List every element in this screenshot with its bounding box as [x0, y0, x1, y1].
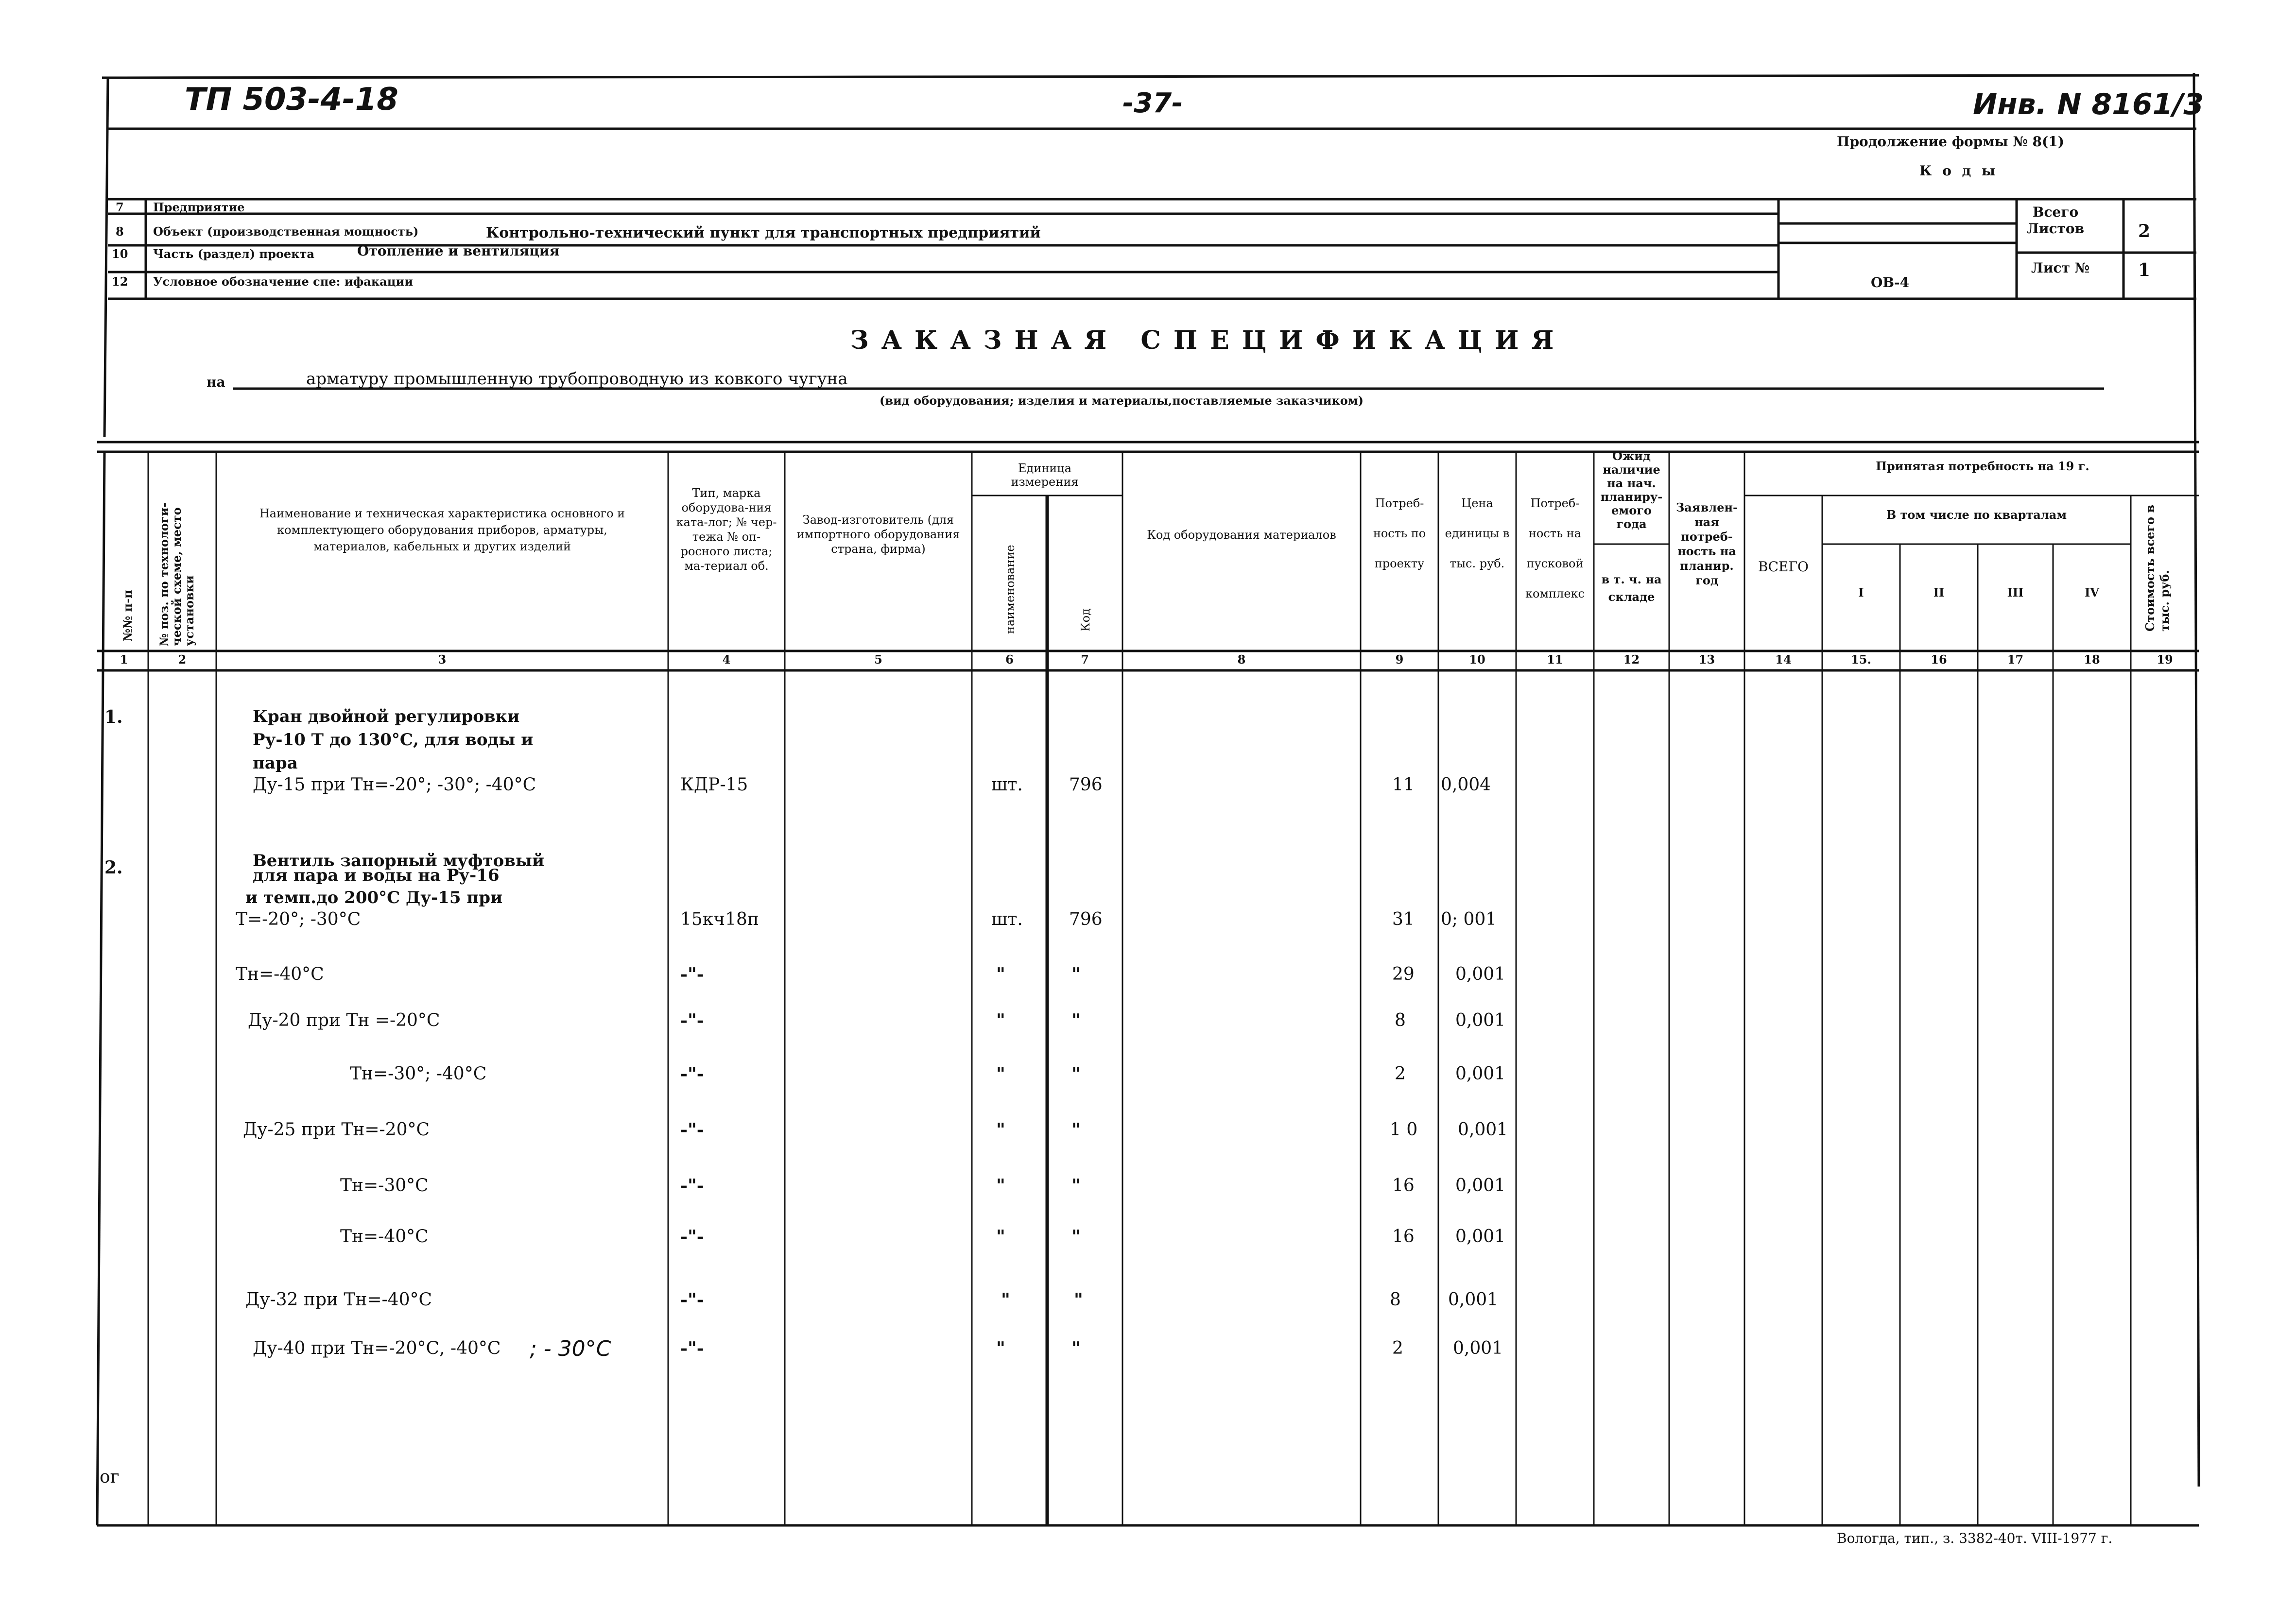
- row-handwritten-note: ; - 30°С: [530, 1336, 611, 1361]
- col-number: 17: [2007, 652, 2024, 667]
- row-price: 0,001: [1455, 1010, 1506, 1030]
- row-unit-code: ": [1071, 964, 1081, 985]
- row-quantity: 29: [1392, 964, 1415, 984]
- row-unit: ": [996, 1176, 1005, 1196]
- row-unit-code: ": [1071, 1064, 1081, 1084]
- accepted-header: Принятая потребность на 19 г.: [1876, 459, 2089, 473]
- row-type: КДР-15: [680, 775, 748, 795]
- row-description: Тн=-40°С: [340, 1227, 429, 1247]
- col-number: 12: [1623, 652, 1640, 667]
- col-3-header: Наименование и техническая характеристика основного и комплектующего оборудования приборов, арматуры, материалов, кабельных и других изделий: [259, 507, 625, 553]
- row-unit-code: 796: [1069, 775, 1103, 795]
- col-number: 9: [1395, 652, 1404, 667]
- row-unit-code: ": [1071, 1338, 1081, 1359]
- row-price: 0,001: [1455, 1064, 1506, 1084]
- row-description: Тн=-40°С: [236, 964, 324, 984]
- table-row: [0, 1227, 2296, 1251]
- row-price: 0,001: [1448, 1290, 1499, 1310]
- row-unit: ": [996, 1338, 1005, 1359]
- col-6-header: наименование: [1003, 545, 1017, 634]
- col-10-header: Цена единицы в тыс. руб.: [1445, 496, 1510, 570]
- row-price: 0,001: [1453, 1338, 1503, 1358]
- col-18-header: IV: [2085, 585, 2099, 599]
- col-number: 16: [1931, 652, 1947, 667]
- col-4-header: Тип, марка оборудова-ния ката-лог; № чер-тежа № оп-росного листа; ма-териал об.: [676, 486, 777, 573]
- subject-hint: (вид оборудования; изделия и материалы,поставляемые заказчиком): [880, 393, 1364, 408]
- row-unit-code: ": [1074, 1290, 1083, 1310]
- sheet-label: Лист №: [2031, 260, 2090, 276]
- row-unit-code: ": [1071, 1120, 1081, 1140]
- table-row: [0, 909, 2296, 934]
- row-unit-code: ": [1071, 1010, 1081, 1031]
- row-type: -"-: [680, 1010, 704, 1031]
- table-row: [0, 1064, 2296, 1088]
- row-type: -"-: [680, 964, 704, 985]
- row-quantity: 8: [1395, 1010, 1406, 1030]
- row-type: -"-: [680, 1290, 704, 1310]
- row-unit: ": [996, 1227, 1005, 1247]
- row-description: Ду-20 при Тн =-20°С: [248, 1010, 440, 1030]
- sheet-value: 1: [2138, 260, 2151, 280]
- table-row: [0, 1290, 2296, 1314]
- codes-label: К о д ы: [1919, 163, 1999, 179]
- table-row: [0, 1010, 2296, 1035]
- info-row-num: 12: [112, 274, 128, 289]
- row-unit-code: ": [1071, 1227, 1081, 1247]
- col-number: 13: [1698, 652, 1715, 667]
- margin-mark: ог: [100, 1467, 120, 1487]
- row-unit: ": [996, 1064, 1005, 1084]
- spec-code: ОВ-4: [1871, 274, 1910, 291]
- row-unit: шт.: [991, 775, 1023, 795]
- inventory-number: Инв. N 8161/3: [1973, 87, 2204, 121]
- table-row: [0, 1120, 2296, 1144]
- col-number: 11: [1547, 652, 1563, 667]
- row-quantity: 16: [1392, 1227, 1415, 1247]
- row-description: Ду-15 при Тн=-20°; -30°; -40°С: [253, 775, 536, 795]
- row-unit: ": [996, 1010, 1005, 1031]
- info-row-num: 8: [116, 224, 124, 239]
- row-description: Тн=-30°С: [340, 1176, 429, 1196]
- row-unit-code: 796: [1069, 909, 1103, 929]
- row-quantity: 16: [1392, 1176, 1415, 1196]
- col-number: 19: [2157, 652, 2173, 667]
- item-name-line: пара: [253, 753, 298, 773]
- row-type: 15кч18п: [680, 909, 759, 929]
- item-name-line: для пара и воды на Ру-16: [253, 866, 500, 885]
- row-type: -"-: [680, 1227, 704, 1247]
- col-number: 14: [1775, 652, 1792, 667]
- col-number: 4: [722, 652, 731, 667]
- row-unit: ": [1001, 1290, 1010, 1310]
- info-row-label: Условное обозначение спе: ифакации: [153, 274, 414, 289]
- item-name-line: Вентиль запорный муфтовый: [253, 851, 545, 871]
- col-11-header: Потреб-ность на пусковой комплекс: [1525, 496, 1585, 600]
- col-number: 8: [1237, 652, 1246, 667]
- col-number: 10: [1469, 652, 1485, 667]
- col-number: 5: [874, 652, 882, 667]
- table-row: [0, 964, 2296, 989]
- row-type: -"-: [680, 1176, 704, 1196]
- item-name-line: Ру-10 Т до 130°С, для воды и: [253, 730, 534, 750]
- table-row: [0, 775, 2296, 799]
- item-name-line: Кран двойной регулировки: [253, 707, 520, 726]
- col-1-header: №№ п-п: [121, 590, 135, 641]
- row-price: 0,001: [1455, 1176, 1506, 1196]
- row-quantity: 2: [1395, 1064, 1406, 1084]
- printer-imprint: Вологда, тип., з. 3382-40т. VIII-1977 г.: [1837, 1530, 2113, 1546]
- info-row-value: Контрольно-технический пункт для транспортных предприятий: [486, 224, 1041, 241]
- row-type: -"-: [680, 1064, 704, 1084]
- info-row-num: 7: [116, 200, 124, 214]
- col-5-header: Завод-изготовитель (для импортного оборудования страна, фирма): [796, 513, 960, 556]
- row-description: Тн=-30°; -40°С: [350, 1064, 487, 1084]
- item-number: 1.: [104, 707, 123, 727]
- row-quantity: 1 0: [1390, 1120, 1418, 1140]
- row-description: Ду-25 при Тн=-20°С: [243, 1120, 430, 1140]
- col-number: 2: [178, 652, 187, 667]
- row-type: -"-: [680, 1338, 704, 1359]
- col-14-header: ВСЕГО: [1758, 559, 1809, 575]
- info-row-label: Часть (раздел) проекта: [153, 247, 314, 261]
- subject-prefix: на: [207, 374, 225, 390]
- row-unit: ": [996, 1120, 1005, 1140]
- row-description: Ду-40 при Тн=-20°С, -40°С: [253, 1338, 501, 1358]
- col-12-header: в т. ч. на складе: [1601, 572, 1662, 604]
- info-row-num: 10: [112, 247, 128, 261]
- continuation-label: Продолжение формы № 8(1): [1837, 134, 2064, 150]
- row-price: 0; 001: [1441, 909, 1497, 929]
- row-quantity: 31: [1392, 909, 1415, 929]
- row-description: Т=-20°; -30°С: [236, 909, 361, 929]
- row-unit: шт.: [991, 909, 1023, 929]
- row-price: 0,001: [1458, 1120, 1508, 1140]
- col-9-header: Потреб-ность по проекту: [1373, 496, 1426, 570]
- col-number: 15.: [1851, 652, 1871, 667]
- row-price: 0,004: [1441, 775, 1491, 795]
- spec-title: З А К А З Н А Я С П Е Ц И Ф И К А Ц И Я: [850, 325, 1556, 355]
- col-number: 18: [2084, 652, 2100, 667]
- total-sheets-label: Всего Листов: [2026, 204, 2085, 237]
- row-price: 0,001: [1455, 1227, 1506, 1247]
- col-15-header: I: [1858, 585, 1864, 599]
- col-7-header: Код: [1079, 608, 1092, 632]
- total-sheets-value: 2: [2138, 221, 2151, 241]
- subject-text: арматуру промышленную трубопроводную из ковкого чугуна: [306, 369, 848, 389]
- row-quantity: 11: [1392, 775, 1415, 795]
- doc-code: ТП 503-4-18: [185, 82, 398, 118]
- quarters-header: В том числе по кварталам: [1886, 508, 2067, 522]
- col-19-header: Стоимость всего в тыс. руб.: [2143, 504, 2172, 632]
- col-17-header: III: [2007, 585, 2024, 599]
- row-quantity: 2: [1392, 1338, 1403, 1358]
- col-number: 7: [1081, 652, 1089, 667]
- col-number: 3: [438, 652, 447, 667]
- col-8-header: Код оборудования материалов: [1147, 528, 1336, 542]
- row-type: -"-: [680, 1120, 704, 1140]
- table-row: [0, 1176, 2296, 1200]
- col-number: 1: [120, 652, 128, 667]
- row-quantity: 8: [1390, 1290, 1401, 1310]
- col-13-header: Заявлен-ная потреб-ность на планир. год: [1676, 500, 1738, 587]
- col-2-header: № поз. по технологи-ческой схеме, место установки: [157, 502, 196, 646]
- row-price: 0,001: [1455, 964, 1506, 984]
- col-12-top-header: Ожид наличие на нач. планиру-емого года: [1600, 449, 1663, 531]
- item-number: 2.: [104, 857, 123, 878]
- row-unit-code: ": [1071, 1176, 1081, 1196]
- info-row-label: Объект (производственная мощность): [153, 224, 419, 239]
- col-16-header: II: [1933, 585, 1945, 599]
- unit-group-header: Единица измерения: [1011, 462, 1079, 489]
- row-description: Ду-32 при Тн=-40°С: [245, 1290, 432, 1310]
- info-row-value: Отопление и вентиляция: [357, 243, 560, 259]
- table-row: [0, 1338, 2296, 1363]
- row-unit: ": [996, 964, 1005, 985]
- col-number: 6: [1005, 652, 1014, 667]
- item-name-line: и темп.до 200°С Ду-15 при: [245, 888, 503, 907]
- info-row-label: Предприятие: [153, 200, 245, 214]
- page-number: -37-: [1122, 87, 1183, 119]
